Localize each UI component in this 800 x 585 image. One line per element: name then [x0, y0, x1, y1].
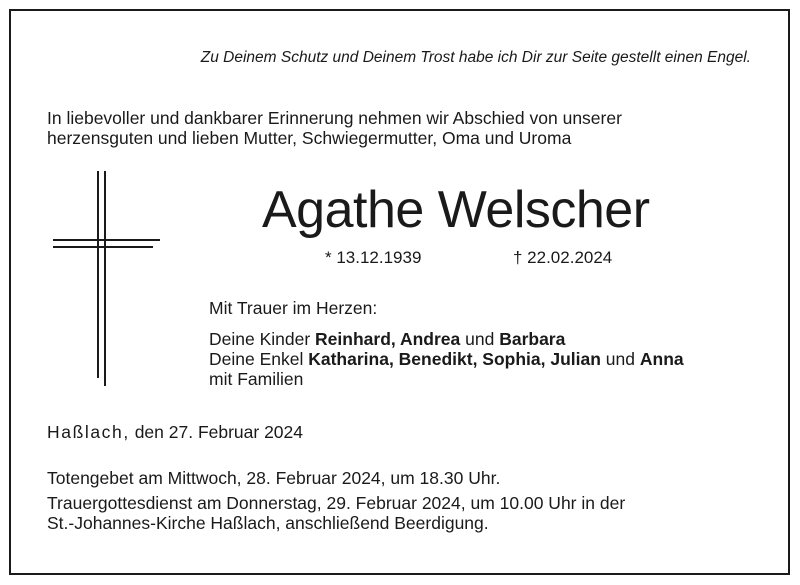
town: Haßlach, — [47, 422, 130, 442]
date: den 27. Februar 2024 — [129, 422, 304, 442]
intro-line-1: In liebevoller und dankbarer Erinnerung nehmen wir Abschied von unserer — [47, 108, 622, 128]
intro-line-2: herzensguten und lieben Mutter, Schwiegermutter, Oma und Uroma — [47, 128, 572, 148]
children-and: und — [460, 329, 500, 349]
prayer-info: Totengebet am Mittwoch, 28. Februar 2024, um 18.30 Uhr. — [47, 468, 501, 488]
death-date: † 22.02.2024 — [513, 248, 613, 267]
grandchildren-line — [209, 349, 684, 369]
grandchildren-prefix: Deine Enkel — [209, 349, 309, 369]
grandchildren-names: Katharina, Benedikt, Sophia, Julian — [308, 349, 601, 369]
deceased-name: Agathe Welscher — [262, 181, 650, 239]
mourners-heading: Mit Trauer im Herzen: — [209, 298, 378, 318]
grandchildren-last-name: Anna — [639, 349, 684, 369]
families-line: mit Familien — [209, 369, 304, 389]
children-line — [209, 329, 684, 349]
children-names: Reinhard, Andrea — [315, 329, 461, 349]
mass-info-line-2: St.-Johannes-Kirche Haßlach, anschließend Beerdigung. — [47, 513, 489, 533]
mourners-block — [209, 298, 684, 389]
mass-info-line-1: Trauergottesdienst am Donnerstag, 29. Februar 2024, um 10.00 Uhr in der — [47, 493, 626, 513]
place-date — [47, 422, 303, 443]
grandchildren-and: und — [600, 349, 640, 369]
children-prefix: Deine Kinder — [209, 329, 316, 349]
motto-quote: Zu Deinem Schutz und Deinem Trost habe ich Dir zur Seite gestellt einen Engel. — [200, 49, 751, 66]
service-info — [47, 468, 625, 533]
children-last-name: Barbara — [499, 329, 566, 349]
birth-date: * 13.12.1939 — [325, 248, 422, 267]
